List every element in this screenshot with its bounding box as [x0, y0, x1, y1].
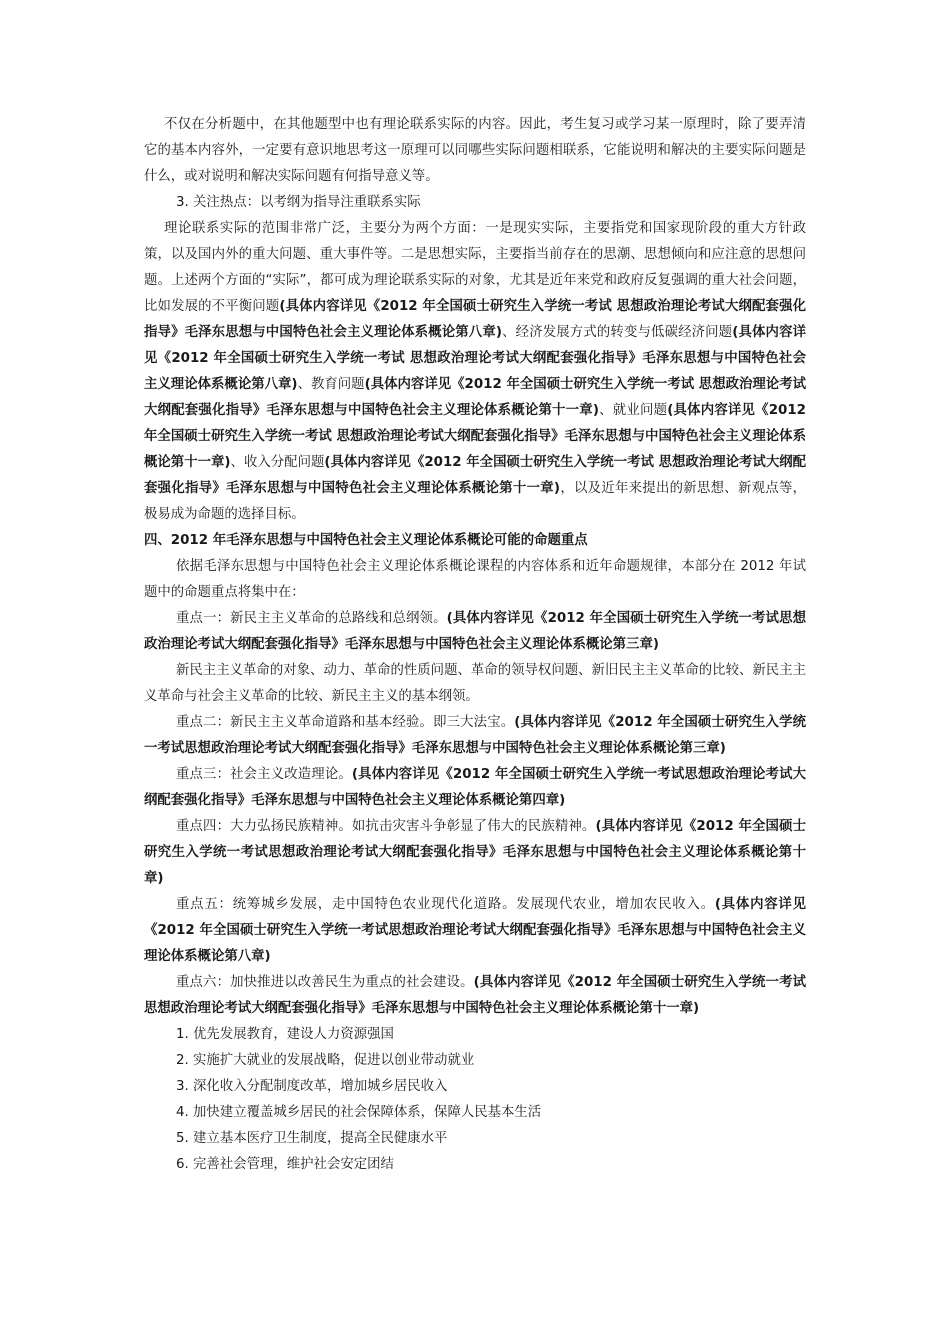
document-body: [144, 112, 806, 1178]
key-point-4: [144, 814, 806, 892]
practice-text-g: 、就业问题: [598, 403, 668, 418]
paragraph-intro-text: 不仅在分析题中，在其他题型中也有理论联系实际的内容。因此，考生复习或学习某一原理时，除了要弄清它的基本内容外，一定要有意识地思考这一原理可以同哪些实际问题相联系，它能说明和解决的主要实际问题是什么，或对说明和解决实际问题有何指导意义等。: [144, 117, 806, 184]
paragraph-intro: [144, 112, 806, 190]
key-point-2: [144, 710, 806, 762]
practice-text-k: ，以及近年来提出的新思想、新观点等，极易成为命题的选择目标。: [144, 481, 806, 522]
reference-note: (具体内容详见《2012 年全国硕士研究生入学统一考试思想政治理论考试大纲配套强化指导》毛泽东思想与中国特色社会主义理论体系概论第四章): [144, 767, 806, 808]
reference-note: (具体内容详见《2012 年全国硕士研究生入学统一考试 思想政治理论考试大纲配套强化指导》毛泽东思想与中国特色社会主义理论体系概论第十一章): [144, 403, 806, 470]
reference-note: (具体内容详见《2012 年全国硕士研究生入学统一考试 思想政治理论考试大纲配套强化指导》毛泽东思想与中国特色社会主义理论体系概论第八章): [144, 299, 807, 340]
reference-note: (具体内容详见《2012 年全国硕士研究生入学统一考试 思想政治理论考试大纲配套强化指导》毛泽东思想与中国特色社会主义理论体系概论第八章): [144, 325, 807, 392]
list-item: 4. 加快建立覆盖城乡居民的社会保障体系，保障人民基本生活: [176, 1105, 542, 1120]
practice-text-e: 、教育问题: [297, 377, 365, 392]
key-point-text: 重点二：新民主主义革命道路和基本经验。即三大法宝。: [176, 715, 515, 730]
list-item: 1. 优先发展教育，建设人力资源强国: [176, 1027, 394, 1042]
list-item: 3. 深化收入分配制度改革，增加城乡居民收入: [176, 1079, 448, 1094]
key-point-5: [144, 892, 806, 970]
paragraph-practice: [144, 216, 806, 528]
key-point-detail-text: 新民主主义革命的对象、动力、革命的性质问题、革命的领导权问题、新旧民主主义革命的比较、新民主主义革命与社会主义革命的比较、新民主主义的基本纲领。: [144, 663, 806, 704]
paragraph-basis: [144, 554, 806, 606]
key-point-1: [144, 606, 806, 658]
key-point-text: 重点三：社会主义改造理论。: [176, 767, 352, 782]
subheading-hotspots-text: 3. 关注热点：以考纲为指导注重联系实际: [176, 195, 421, 210]
key-point-1-detail: [144, 658, 806, 710]
subheading-hotspots: [144, 190, 806, 216]
section-heading-4: 四、2012 年毛泽东思想与中国特色社会主义理论体系概论可能的命题重点: [144, 533, 588, 548]
practice-text-a: 理论联系实际的范围非常广泛，主要分为两个方面：一是现实实际，主要指党和国家现阶段的重大方针政策，以及国内外的重大问题、重大事件等。二是思想实际，主要指当前存在的思潮、思想倾向和应注意的思想问题。上述两个方面的“实际”，都可成为理论联系实际的对象，尤其是近年来党和政府反复强调的重大社会问题，比如发展的不平衡问题: [144, 221, 806, 314]
reference-note: (具体内容详见《2012 年全国硕士研究生入学统一考试思想政治理论考试大纲配套强化指导》毛泽东思想与中国特色社会主义理论体系概论第八章): [144, 897, 807, 964]
reference-note: (具体内容详见《2012 年全国硕士研究生入学统一考试 思想政治理论考试大纲配套强化指导》毛泽东思想与中国特色社会主义理论体系概论第十一章): [144, 377, 807, 418]
reference-note: (具体内容详见《2012 年全国硕士研究生入学统一考试思想政治理论考试大纲配套强化指导》毛泽东思想与中国特色社会主义理论体系概论第三章): [144, 715, 806, 756]
reference-note: (具体内容详见《2012 年全国硕士研究生入学统一考试思想政治理论考试大纲配套强化指导》毛泽东思想与中国特色社会主义理论体系概论第十章): [144, 819, 806, 886]
list-item: 6. 完善社会管理，维护社会安定团结: [176, 1157, 394, 1172]
key-point-6: [144, 970, 806, 1022]
key-point-text: 重点六：加快推进以改善民生为重点的社会建设。: [176, 975, 474, 990]
key-point-text: 重点四：大力弘扬民族精神。如抗击灾害斗争彰显了伟大的民族精神。: [176, 819, 596, 834]
practice-text-i: 、收入分配问题: [230, 455, 325, 470]
list-item: 2. 实施扩大就业的发展战略，促进以创业带动就业: [176, 1053, 475, 1068]
list-item: 5. 建立基本医疗卫生制度，提高全民健康水平: [176, 1131, 448, 1146]
key-point-text: 重点一：新民主主义革命的总路线和总纲领。: [176, 611, 447, 626]
key-point-3: [144, 762, 806, 814]
reference-note: (具体内容详见《2012 年全国硕士研究生入学统一考试思想政治理论考试大纲配套强化指导》毛泽东思想与中国特色社会主义理论体系概论第十一章): [144, 975, 806, 1016]
key-point-text: 重点五：统筹城乡发展，走中国特色农业现代化道路。发展现代农业，增加农民收入。: [176, 897, 715, 912]
reference-note: (具体内容详见《2012 年全国硕士研究生入学统一考试思想政治理论考试大纲配套强化指导》毛泽东思想与中国特色社会主义理论体系概论第三章): [144, 611, 806, 652]
paragraph-basis-text: 依据毛泽东思想与中国特色社会主义理论体系概论课程的内容体系和近年命题规律，本部分在 2012 年试题中的命题重点将集中在：: [144, 559, 806, 600]
reference-note: (具体内容详见《2012 年全国硕士研究生入学统一考试 思想政治理论考试大纲配套强化指导》毛泽东思想与中国特色社会主义理论体系概论第十一章): [144, 455, 807, 496]
practice-text-c: 、经济发展方式的转变与低碳经济问题: [502, 325, 733, 340]
